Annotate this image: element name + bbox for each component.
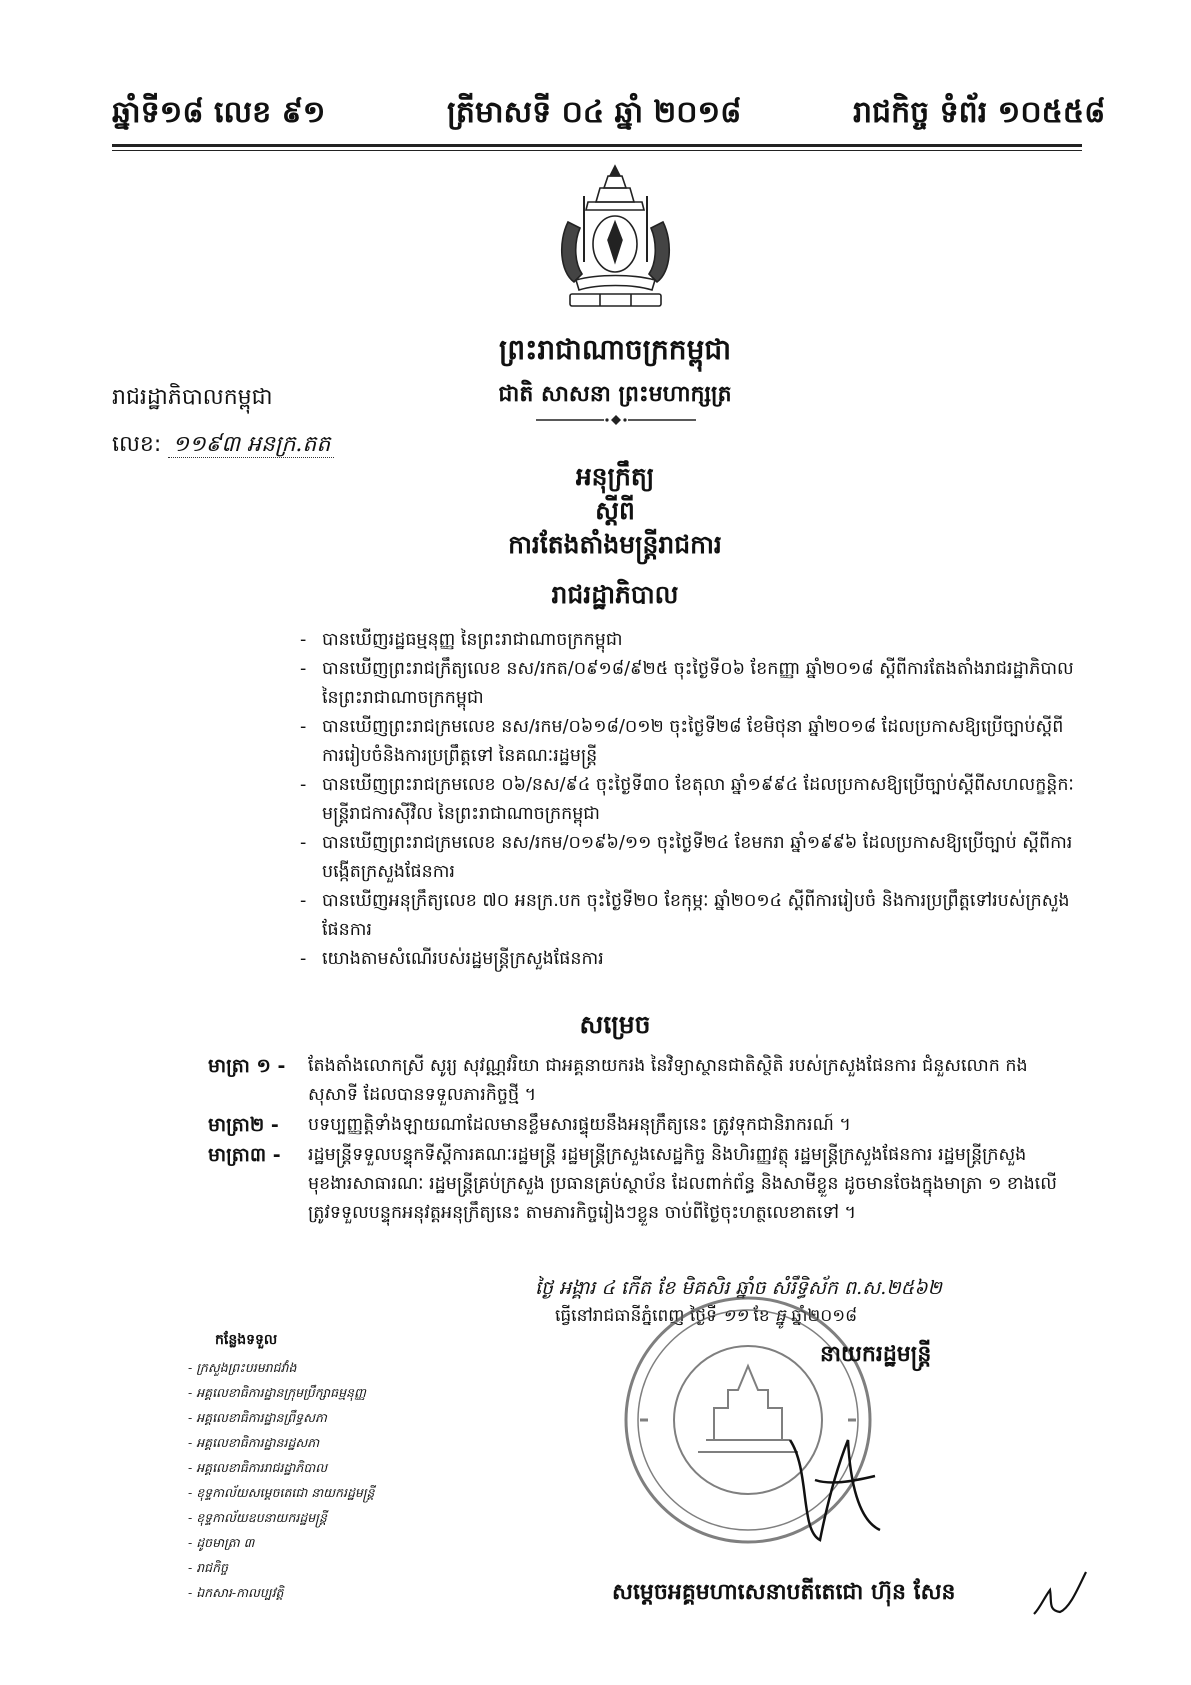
article-3 — [208, 1141, 1080, 1228]
initial-mark-icon — [1030, 1568, 1090, 1618]
list-item: - បានឃើញរដ្ឋធម្មនុញ្ញ នៃព្រះរាជាណាចក្រកម្ពុជា — [300, 630, 623, 650]
national-motto: ជាតិ សាសនា ព្រះមហាក្សត្រ — [498, 382, 732, 407]
document-subject: ការតែងតាំងមន្ត្រីរាជការ — [508, 530, 722, 559]
lunar-date: ថ្ងៃ អង្គារ ៤ កើត ខែ មិគសិរ ឆ្នាំច សំរឹទ្ធិស័ក ព.ស.២៥៦២ — [535, 1277, 942, 1299]
list-item: - អគ្គលេខាធិការដ្ឋានក្រុមប្រឹក្សាធម្មនុញ្ញ — [188, 1385, 366, 1400]
list-item: - បានឃើញព្រះរាជក្រឹត្យលេខ នស/រកត/០៩១៨/៩២៥ ចុះថ្ងៃទី០៦ ខែកញ្ញា ឆ្នាំ២០១៨ ស្តីពីការតែងតាំងរាជរដ្ឋាភិបាល នៃព្រះរាជាណាចក្រកម្ពុជា — [300, 659, 1074, 708]
document-number — [112, 430, 334, 462]
article-1 — [208, 1052, 1080, 1110]
header-rule — [112, 144, 1082, 147]
date-month: ធ្នូ — [775, 1306, 786, 1326]
recipients-list — [188, 1355, 375, 1605]
gazette-issue: ឆ្នាំទី១៨ លេខ ៩១ — [112, 95, 326, 130]
gazette-quarter: ត្រីមាសទី ០៤ ឆ្នាំ ២០១៨ — [447, 95, 742, 130]
article-2 — [208, 1111, 1080, 1140]
date-day: ១១ — [722, 1306, 749, 1326]
number-value: ១១៩៣ អនក្រ.តត — [168, 432, 334, 458]
preamble-list — [300, 626, 1080, 974]
number-label: លេខ: — [112, 432, 162, 457]
document-type: អនុក្រឹត្យ — [575, 462, 655, 491]
articles-list — [208, 1052, 1080, 1229]
article-text: បទប្បញ្ញត្តិទាំងឡាយណាដែលមានខ្លឹមសារផ្ទុយនឹងអនុក្រឹត្យនេះ ត្រូវទុកជានិរាករណ៍ ។ — [308, 1115, 851, 1135]
royal-coat-of-arms-icon — [548, 162, 683, 312]
signatory-title: នាយករដ្ឋមន្ត្រី — [820, 1342, 932, 1367]
article-label: មាត្រា២ - — [208, 1114, 279, 1136]
list-item: - បានឃើញព្រះរាជក្រមលេខ ០៦/នស/៩៤ ចុះថ្ងៃទី៣០ ខែតុលា ឆ្នាំ១៩៩៤ ដែលប្រកាសឱ្យប្រើច្បាប់ស្តីពីសហលក្ខន្តិកៈមន្ត្រីរាជការស៊ីវិល នៃព្រះរាជាណាចក្រកម្ពុជា — [300, 775, 1074, 824]
list-item: - ខុទ្ទកាល័យសម្តេចតេជោ នាយករដ្ឋមន្ត្រី — [188, 1485, 375, 1500]
list-item: - យោងតាមសំណើរបស់រដ្ឋមន្ត្រីក្រសួងផែនការ — [300, 949, 604, 969]
list-item: - អគ្គលេខាធិការដ្ឋានព្រឹទ្ធសភា — [188, 1410, 327, 1425]
government-name: រាជរដ្ឋាភិបាលកម្ពុជា — [112, 385, 273, 410]
list-item: - បានឃើញអនុក្រឹត្យលេខ ៧០ អនក្រ.បក ចុះថ្ងៃទី២០ ខែកុម្ភៈ ឆ្នាំ២០១៤ ស្តីពីការរៀបចំ និងការប្រព្រឹត្តទៅរបស់ក្រសួងផែនការ — [300, 891, 1070, 940]
gazette-page: រាជកិច្ច ទំព័រ ១០៥៥៨ — [853, 95, 1106, 130]
recipients-heading: កន្លែងទទួល — [215, 1332, 278, 1348]
article-text: រដ្ឋមន្ត្រីទទួលបន្ទុកទីស្តីការគណៈរដ្ឋមន្ត្រី រដ្ឋមន្ត្រីក្រសួងសេដ្ឋកិច្ច និងហិរញ្ញវត្ថុ រដ្ឋមន្ត្រីក្រសួងផែនការ រដ្ឋមន្ត្រីក្រសួងមុខងារសាធារណៈ រដ្ឋមន្ត្រីគ្រប់ក្រសួង ប្រធានគ្រប់ស្ថាប័ន ដែលពាក់ព័ន្ធ និងសាមីខ្លួន ដូចមានចែងក្នុងមាត្រា ១ ខាងលើ ត្រូវទទួលបន្ទុកអនុវត្តអនុក្រឹត្យនេះ តាមភារកិច្ចរៀងៗខ្លួន ចាប់ពីថ្ងៃចុះហត្ថលេខាតទៅ ។ — [308, 1145, 1057, 1223]
decision-heading: សម្រេច — [579, 1010, 651, 1039]
header-rule-thin — [112, 150, 1082, 151]
article-text: តែងតាំងលោកស្រី សូរ្យ សុវណ្ណវរិយា ជាអគ្គនាយករង នៃវិទ្យាស្ថានជាតិស្ថិតិ របស់ក្រសួងផែនការ ជំនួសលោក កង សុសាទី ដែលបានទទួលភារកិច្ចថ្មី ។ — [308, 1056, 1028, 1105]
list-item: - ដូចមាត្រា ៣ — [188, 1535, 255, 1550]
article-label: មាត្រា៣ - — [208, 1144, 281, 1166]
list-item: - ឯកសារ-កាលប្បវត្តិ — [188, 1585, 284, 1600]
document-about: ស្តីពី — [595, 496, 635, 525]
list-item: - រាជកិច្ច — [188, 1560, 228, 1575]
article-label: មាត្រា ១ - — [208, 1055, 286, 1077]
list-item: - អគ្គលេខាធិការរាជរដ្ឋាភិបាល — [188, 1460, 328, 1475]
signatory-name: សម្តេចអគ្គមហាសេនាបតីតេជោ ហ៊ុន សែន — [612, 1580, 956, 1605]
list-item: - ខុទ្ទកាល័យឧបនាយករដ្ឋមន្ត្រី — [188, 1510, 327, 1525]
list-item: - បានឃើញព្រះរាជក្រមលេខ នស/រកម/០១៩៦/១១ ចុះថ្ងៃទី២៤ ខែមករា ឆ្នាំ១៩៩៦ ដែលប្រកាសឱ្យប្រើច្បាប់ ស្តីពីការបង្កើតក្រសួងផែនការ — [300, 833, 1073, 882]
list-item: - ក្រសួងព្រះបរមរាជវាំង — [188, 1360, 297, 1375]
signature-icon — [770, 1410, 900, 1560]
kingdom-name: ព្រះរាជាណាចក្រកម្ពុជា — [498, 333, 731, 366]
date-year: ឆ្នាំ២០១៨ — [791, 1306, 858, 1326]
list-item: - អគ្គលេខាធិការដ្ឋានរដ្ឋសភា — [188, 1435, 320, 1450]
place-and-date: ធ្វើនៅរាជធានីភ្នំពេញ ថ្ងៃទី ១១ ខែ ធ្នូ ឆ្នាំ២០១៨ — [555, 1306, 858, 1326]
issuer-heading: រាជរដ្ឋាភិបាល — [551, 580, 679, 609]
list-item: - បានឃើញព្រះរាជក្រមលេខ នស/រកម/០៦១៨/០១២ ចុះថ្ងៃទី២៨ ខែមិថុនា ឆ្នាំ២០១៨ ដែលប្រកាសឱ្យប្រើច្បាប់ស្តីពីការរៀបចំនិងការប្រព្រឹត្តទៅ នៃគណៈរដ្ឋមន្ត្រី — [300, 717, 1064, 766]
ornament-divider-icon — [536, 414, 696, 426]
